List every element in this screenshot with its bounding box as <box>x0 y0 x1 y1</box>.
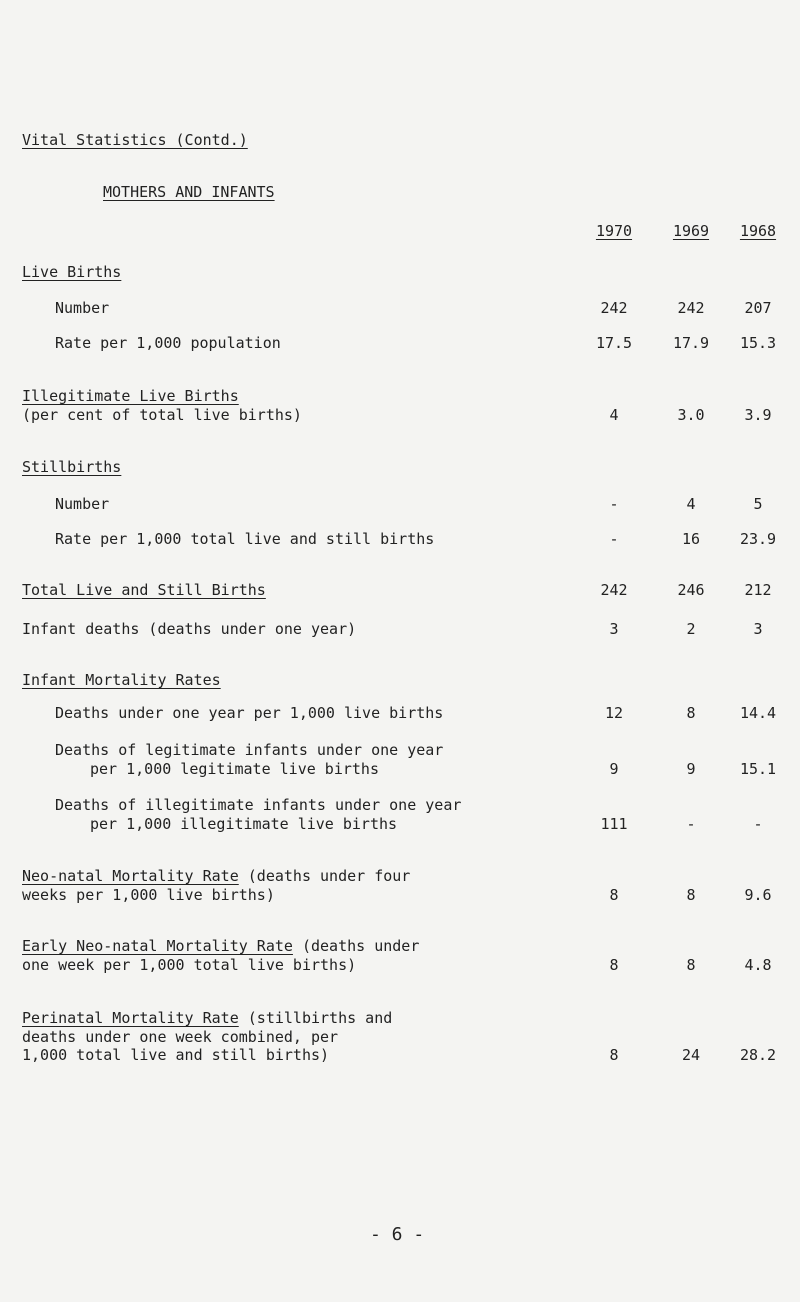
live-births-rate-1969: 17.9 <box>672 334 710 352</box>
infant-mortality-r2-label-1: Deaths of legitimate infants under one year <box>55 741 444 759</box>
infant-mortality-r3-1970: 111 <box>600 815 628 833</box>
stillbirths-rate-label: Rate per 1,000 total live and still births <box>55 530 435 548</box>
total-births-label: Total Live and Still Births <box>22 581 266 599</box>
live-births-number-1969: 242 <box>677 299 705 317</box>
infant-mortality-r1-1969: 8 <box>686 704 696 722</box>
live-births-number-label: Number <box>55 299 110 317</box>
page-title: Vital Statistics (Contd.) <box>22 131 248 149</box>
live-births-rate-1968: 15.3 <box>739 334 777 352</box>
perinatal-line-3: 1,000 total live and still births) <box>22 1046 330 1064</box>
infant-mortality-heading: Infant Mortality Rates <box>22 671 221 689</box>
live-births-number-1968: 207 <box>744 299 772 317</box>
stillbirths-number-label: Number <box>55 495 110 513</box>
perinatal-1969: 24 <box>681 1046 701 1064</box>
neonatal-line-1-rest: (deaths under four <box>238 867 411 885</box>
stillbirths-rate-1969: 16 <box>681 530 701 548</box>
total-births-1968: 212 <box>744 581 772 599</box>
infant-mortality-r3-label-2: per 1,000 illegitimate live births <box>90 815 398 833</box>
stillbirths-number-1968: 5 <box>753 495 763 513</box>
infant-mortality-r3-1968: - <box>753 815 763 833</box>
infant-deaths-1970: 3 <box>609 620 619 638</box>
illegitimate-heading: Illegitimate Live Births <box>22 387 239 405</box>
perinatal-1970: 8 <box>609 1046 619 1064</box>
perinatal-line-1-rest: (stillbirths and <box>238 1009 393 1027</box>
neonatal-heading: Neo-natal Mortality Rate <box>22 867 239 885</box>
stillbirths-rate-1968: 23.9 <box>739 530 777 548</box>
early-neonatal-heading: Early Neo-natal Mortality Rate <box>22 937 293 955</box>
perinatal-heading: Perinatal Mortality Rate <box>22 1009 239 1027</box>
infant-mortality-r2-label-2: per 1,000 legitimate live births <box>90 760 379 778</box>
total-births-1969: 246 <box>677 581 705 599</box>
early-neonatal-line-1 <box>22 937 419 955</box>
infant-mortality-r2-1970: 9 <box>609 760 619 778</box>
infant-mortality-r3-1969: - <box>686 815 696 833</box>
live-births-rate-1970: 17.5 <box>595 334 633 352</box>
early-neonatal-1968: 4.8 <box>744 956 772 974</box>
page-number: - 6 - <box>370 1224 425 1245</box>
neonatal-1970: 8 <box>609 886 619 904</box>
stillbirths-rate-1970: - <box>609 530 619 548</box>
infant-mortality-r2-1969: 9 <box>686 760 696 778</box>
illegitimate-1969: 3.0 <box>677 406 705 424</box>
section-title: MOTHERS AND INFANTS <box>103 183 275 201</box>
year-header-1969: 1969 <box>672 222 710 240</box>
neonatal-line-2: weeks per 1,000 live births) <box>22 886 275 904</box>
neonatal-1968: 9.6 <box>744 886 772 904</box>
year-header-1968: 1968 <box>739 222 777 240</box>
infant-mortality-r1-label: Deaths under one year per 1,000 live births <box>55 704 444 722</box>
perinatal-line-1 <box>22 1009 392 1027</box>
early-neonatal-1970: 8 <box>609 956 619 974</box>
infant-deaths-1969: 2 <box>686 620 696 638</box>
illegitimate-subheading: (per cent of total live births) <box>22 406 302 424</box>
live-births-rate-label: Rate per 1,000 population <box>55 334 281 352</box>
infant-mortality-r1-1970: 12 <box>604 704 624 722</box>
live-births-number-1970: 242 <box>600 299 628 317</box>
early-neonatal-1969: 8 <box>686 956 696 974</box>
illegitimate-1970: 4 <box>609 406 619 424</box>
early-neonatal-line-1-rest: (deaths under <box>292 937 420 955</box>
infant-mortality-r1-1968: 14.4 <box>739 704 777 722</box>
infant-deaths-1968: 3 <box>753 620 763 638</box>
infant-mortality-r2-1968: 15.1 <box>739 760 777 778</box>
neonatal-1969: 8 <box>686 886 696 904</box>
year-header-1970: 1970 <box>595 222 633 240</box>
total-births-1970: 242 <box>600 581 628 599</box>
infant-deaths-label: Infant deaths (deaths under one year) <box>22 620 357 638</box>
neonatal-line-1 <box>22 867 410 885</box>
stillbirths-number-1969: 4 <box>686 495 696 513</box>
stillbirths-heading: Stillbirths <box>22 458 122 476</box>
illegitimate-1968: 3.9 <box>744 406 772 424</box>
stillbirths-number-1970: - <box>609 495 619 513</box>
live-births-heading: Live Births <box>22 263 122 281</box>
perinatal-1968: 28.2 <box>739 1046 777 1064</box>
early-neonatal-line-2: one week per 1,000 total live births) <box>22 956 357 974</box>
perinatal-line-2: deaths under one week combined, per <box>22 1028 339 1046</box>
infant-mortality-r3-label-1: Deaths of illegitimate infants under one year <box>55 796 462 814</box>
